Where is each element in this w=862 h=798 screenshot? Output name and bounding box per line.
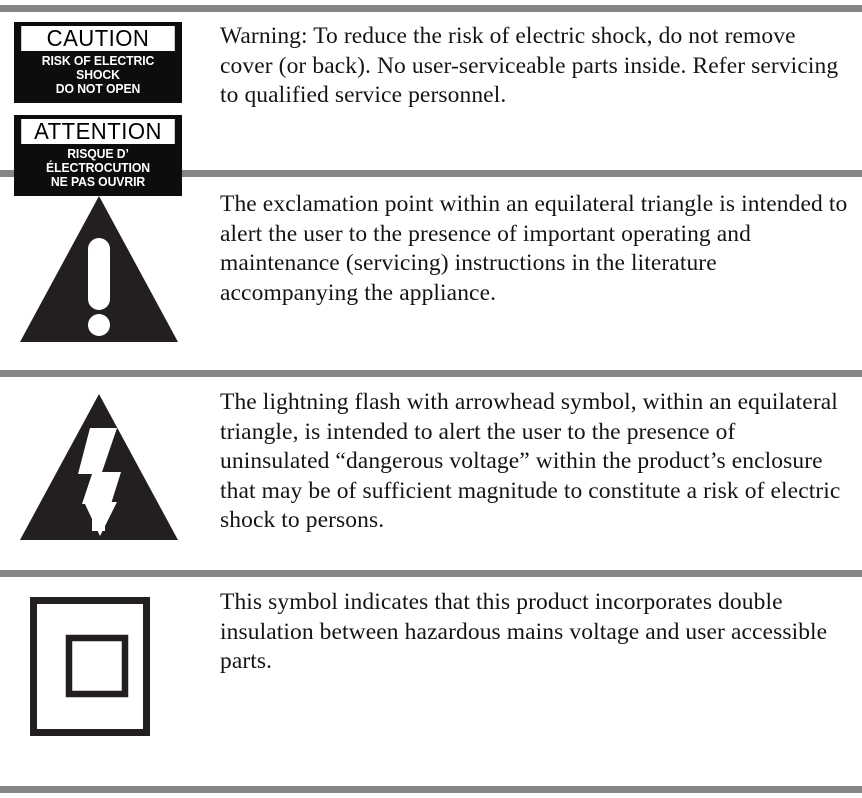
attention-heading: ATTENTION — [21, 119, 175, 144]
attention-line-1: RISQUE D’ ÉLECTROCUTION — [46, 147, 150, 175]
caution-plate — [14, 22, 182, 103]
lightning-paragraph: The lightning flash with arrowhead symbol, within an equilateral triangle, is intended to alert the user to the presence of uninsulated “dangerous voltage” within the product’s enclosure that may be of sufficient magnitude to constitute a risk of electric shock to persons. — [220, 389, 841, 533]
attention-body — [20, 144, 175, 191]
double-insulation-icon-col — [0, 588, 200, 741]
lightning-text-block — [220, 388, 848, 536]
caution-text-block — [220, 22, 848, 111]
double-insulation-paragraph: This symbol indicates that this product incorporates double insulation between hazardous mains voltage and user accessible parts. — [220, 589, 828, 674]
double-insulation-svg — [30, 588, 150, 736]
divider-bottom — [0, 786, 862, 793]
attention-line-2: NE PAS OUVRIR — [50, 175, 146, 189]
exclamation-text-block — [220, 190, 848, 308]
caution-body — [20, 51, 175, 98]
attention-plate — [14, 115, 182, 196]
exclamation-triangle-svg — [18, 190, 180, 348]
double-insulation-square-icon — [30, 588, 200, 741]
caution-heading: CAUTION — [21, 26, 175, 51]
caution-attention-plates — [0, 22, 200, 196]
caution-line-2: DO NOT OPEN — [55, 82, 141, 96]
double-insulation-text-block — [220, 588, 848, 677]
warning-paragraph: Warning: To reduce the risk of electric shock, do not remove cover (or back). No user-serviceable parts inside. Refer servicing to qualified service personnel. — [220, 23, 839, 108]
exclamation-icon-col — [0, 190, 200, 348]
divider-3 — [0, 570, 862, 577]
lightning-icon-col — [0, 388, 200, 546]
caution-line-1: RISK OF ELECTRIC SHOCK — [41, 54, 155, 82]
exclamation-triangle-icon — [18, 190, 200, 348]
divider-2 — [0, 370, 862, 377]
lightning-triangle-svg — [18, 388, 180, 546]
exclamation-paragraph: The exclamation point within an equilateral triangle is intended to alert the user to the presence of important operating and maintenance (servicing) instructions in the literature accompanying the appliance. — [220, 191, 848, 306]
divider-top — [0, 5, 862, 12]
lightning-bolt-triangle-icon — [18, 388, 200, 546]
